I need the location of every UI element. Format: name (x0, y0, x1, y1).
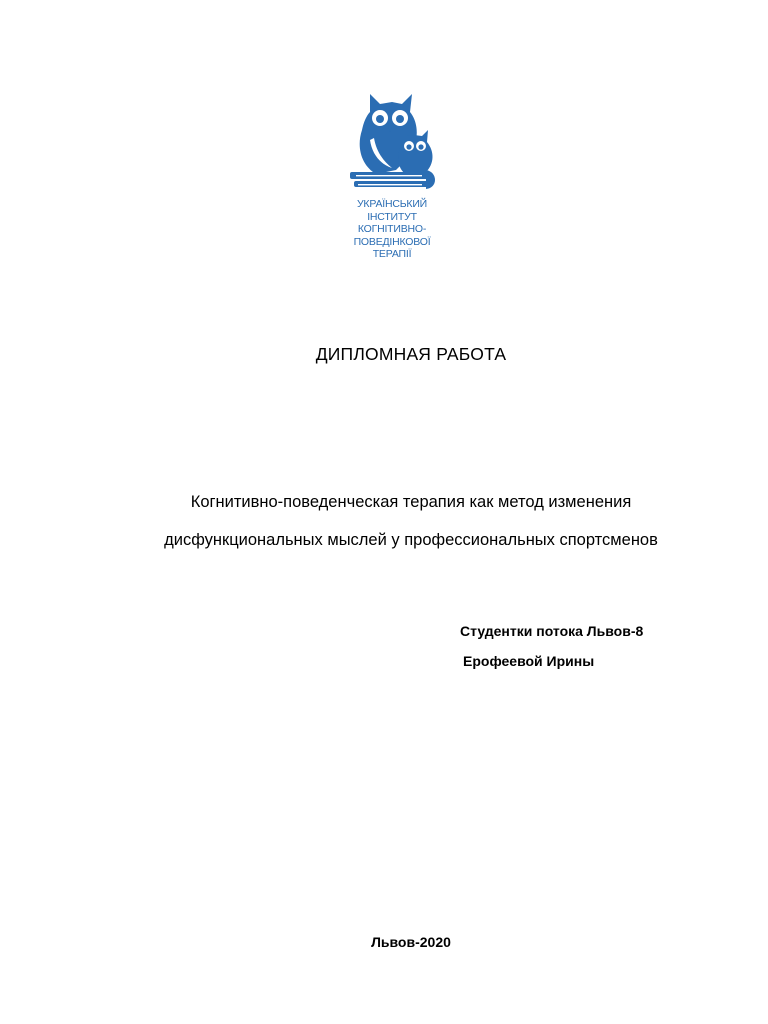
logo-line: ТЕРАПІЇ (372, 248, 412, 260)
student-info (460, 616, 643, 676)
institute-logo (340, 84, 444, 266)
logo-line: КОГНІТИВНО- (357, 223, 427, 235)
logo-line: ІНСТИТУТ (367, 210, 417, 223)
topic-line: дисфункциональных мыслей у профессиональных спортсменов (164, 531, 658, 549)
student-name: Ерофеевой Ирины (463, 653, 595, 669)
logo-text (340, 198, 444, 261)
logo-line: УКРАЇНСЬКИЙ (356, 198, 428, 210)
city-year: Львов-2020 (371, 934, 451, 950)
document-title: ДИПЛОМНАЯ РАБОТА (315, 344, 507, 364)
topic-line: Когнитивно-поведенческая терапия как метод изменения (190, 493, 632, 511)
thesis-topic (0, 483, 768, 559)
student-group: Студентки потока Львов-8 (460, 623, 644, 639)
owls-on-book-icon (340, 84, 444, 196)
logo-line: ПОВЕДІНКОВОЇ (353, 235, 431, 248)
